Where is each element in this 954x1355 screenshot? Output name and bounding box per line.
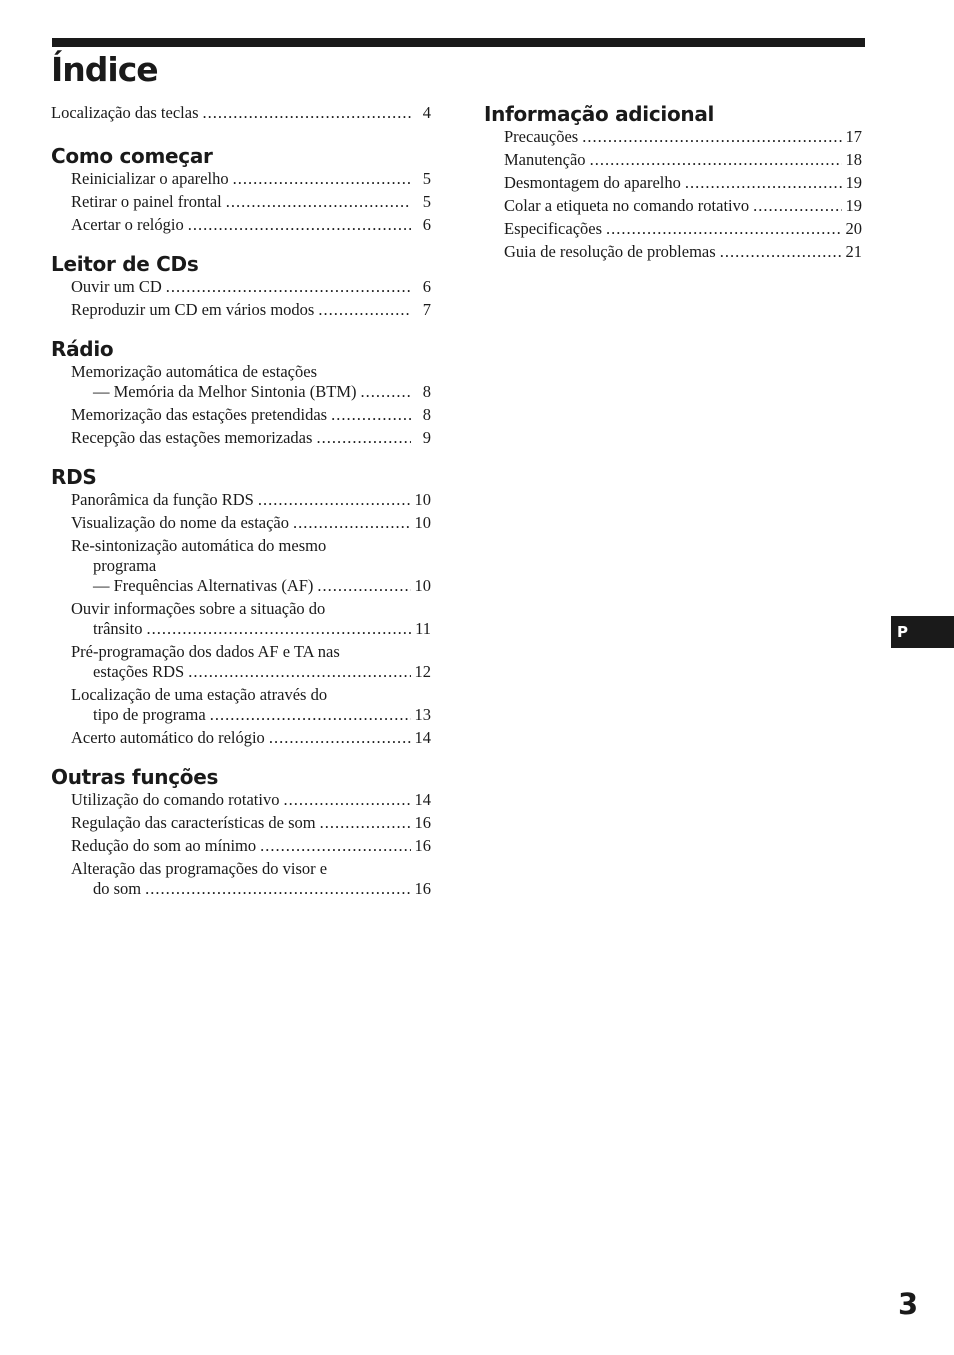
dot-leader — [320, 813, 411, 833]
page-number: 3 — [898, 1287, 919, 1321]
toc-entry-text: — Frequências Alternativas (AF) — [93, 576, 314, 595]
toc-entry-text: Memorização automática de estações — [71, 362, 318, 381]
section-heading: Leitor de CDs — [51, 252, 199, 276]
toc-entry[interactable] — [51, 215, 431, 235]
section-heading: Como começar — [51, 144, 213, 168]
toc-entry[interactable] — [484, 242, 862, 262]
toc-page-number: 9 — [422, 428, 431, 447]
dot-leader — [233, 169, 411, 189]
toc-right-column — [484, 101, 862, 278]
toc-page-number: 19 — [845, 196, 862, 215]
toc-entry-text: Redução do som ao mínimo — [71, 836, 257, 855]
dot-leader — [317, 576, 410, 596]
toc-entry[interactable] — [51, 813, 431, 833]
toc-entry-text: Precauções — [504, 127, 579, 146]
toc-entry[interactable] — [51, 169, 431, 189]
toc-entry-text: Utilização do comando rotativo — [71, 790, 280, 809]
toc-entry[interactable] — [484, 127, 862, 147]
dot-leader — [203, 103, 412, 123]
toc-entry[interactable] — [51, 428, 431, 448]
toc-entry-text: Re-sintonização automática do mesmo — [71, 536, 327, 555]
toc-page-number: 10 — [414, 513, 431, 532]
toc-left-column — [51, 103, 431, 915]
dot-leader — [226, 192, 411, 212]
toc-entry[interactable] — [51, 790, 431, 810]
dot-leader — [582, 127, 841, 147]
toc-entry-text: Reproduzir um CD em vários modos — [71, 300, 315, 319]
dot-leader — [685, 173, 842, 193]
section-heading: Outras funções — [51, 765, 219, 789]
dot-leader — [318, 300, 411, 320]
toc-page-number: 17 — [845, 127, 862, 146]
toc-left-sections — [51, 143, 431, 899]
toc-entry[interactable] — [51, 728, 431, 748]
toc-entry[interactable] — [51, 405, 431, 425]
toc-entry[interactable] — [51, 490, 431, 510]
toc-page-number: 10 — [414, 576, 431, 595]
toc-entry[interactable] — [51, 513, 431, 533]
toc-page-number: 16 — [414, 813, 431, 832]
toc-entry[interactable] — [51, 599, 431, 639]
toc-section — [51, 336, 431, 448]
toc-entry-text: Panorâmica da função RDS — [71, 490, 254, 509]
toc-entry-text: estações RDS — [93, 662, 185, 681]
section-heading: Informação adicional — [484, 102, 715, 126]
toc-page-number: 8 — [422, 382, 431, 401]
dot-leader — [188, 215, 411, 235]
toc-entry[interactable] — [484, 150, 862, 170]
toc-entry[interactable] — [484, 173, 862, 193]
page-title: Índice — [51, 50, 158, 89]
toc-entry[interactable] — [484, 219, 862, 239]
dot-leader — [210, 705, 411, 725]
toc-entry-text: Ouvir informações sobre a situação do — [71, 599, 326, 618]
toc-page-number: 13 — [414, 705, 431, 724]
dot-leader — [590, 150, 842, 170]
dot-leader — [316, 428, 411, 448]
toc-page-number: 21 — [845, 242, 862, 261]
dot-leader — [145, 879, 410, 899]
toc-entry-text: Alteração das programações do visor e — [71, 859, 328, 878]
toc-entry-text: Especificações — [504, 219, 603, 238]
dot-leader — [606, 219, 841, 239]
dot-leader — [283, 790, 410, 810]
toc-entry-text: Manutenção — [504, 150, 586, 169]
toc-page-number: 6 — [422, 277, 431, 296]
dot-leader — [147, 619, 412, 639]
toc-page-number: 18 — [845, 150, 862, 169]
toc-entry[interactable] — [51, 300, 431, 320]
toc-entry[interactable] — [51, 192, 431, 212]
toc-entry[interactable] — [51, 277, 431, 297]
section-heading: RDS — [51, 465, 97, 489]
dot-leader — [361, 382, 411, 402]
dot-leader — [260, 836, 410, 856]
toc-page-number: 4 — [422, 103, 431, 122]
toc-entry-text: Ouvir um CD — [71, 277, 162, 296]
toc-entry-text: programa — [93, 556, 157, 575]
toc-entry-text: Reinicializar o aparelho — [71, 169, 229, 188]
toc-entry-text: Pré-programação dos dados AF e TA nas — [71, 642, 340, 661]
toc-section — [51, 251, 431, 320]
toc-page-number: 11 — [415, 619, 431, 638]
toc-intro — [51, 103, 431, 123]
toc-page-number: 7 — [422, 300, 431, 319]
toc-page-number: 14 — [414, 728, 431, 747]
toc-entry[interactable] — [51, 685, 431, 725]
toc-right-sections — [484, 101, 862, 262]
toc-entry[interactable] — [51, 859, 431, 899]
toc-page-number: 14 — [414, 790, 431, 809]
dot-leader — [293, 513, 411, 533]
top-rule — [52, 38, 865, 47]
toc-entry-text: Regulação das características de som — [71, 813, 316, 832]
toc-entry-text: Memorização das estações pretendidas — [71, 405, 328, 424]
toc-entry[interactable] — [51, 836, 431, 856]
toc-section — [51, 464, 431, 748]
toc-section — [51, 764, 431, 899]
toc-page-number: 5 — [422, 169, 431, 188]
dot-leader — [753, 196, 841, 216]
toc-page-number: 12 — [414, 662, 431, 681]
toc-entry-text: Acerto automático do relógio — [71, 728, 265, 747]
toc-entry-text: Colar a etiqueta no comando rotativo — [504, 196, 750, 215]
toc-entry[interactable] — [51, 536, 431, 596]
toc-entry-text: trânsito — [93, 619, 143, 638]
toc-page-number: 16 — [414, 836, 431, 855]
toc-entry-text: Visualização do nome da estação — [71, 513, 289, 532]
dot-leader — [720, 242, 842, 262]
language-tab-marker: P — [891, 616, 954, 648]
toc-entry[interactable] — [484, 196, 862, 216]
toc-entry-text: do som — [93, 879, 142, 898]
section-heading: Rádio — [51, 337, 114, 361]
toc-entry[interactable] — [51, 103, 431, 123]
toc-entry-text: Recepção das estações memorizadas — [71, 428, 313, 447]
toc-entry-text: Localização das teclas — [51, 103, 199, 122]
toc-page-number: 19 — [845, 173, 862, 192]
toc-entry-text: Retirar o painel frontal — [71, 192, 222, 211]
dot-leader — [331, 405, 411, 425]
dot-leader — [258, 490, 411, 510]
toc-entry-text: Acertar o relógio — [71, 215, 184, 234]
toc-section — [484, 101, 862, 262]
toc-entry-text: tipo de programa — [93, 705, 206, 724]
toc-entry[interactable] — [51, 642, 431, 682]
toc-page-number: 20 — [845, 219, 862, 238]
toc-entry-text: Localização de uma estação através do — [71, 685, 328, 704]
toc-entry-text: Guia de resolução de problemas — [504, 242, 716, 261]
dot-leader — [166, 277, 411, 297]
dot-leader — [188, 662, 410, 682]
toc-section — [51, 143, 431, 235]
toc-entry-text: — Memória da Melhor Sintonia (BTM) — [93, 382, 357, 401]
toc-entry[interactable] — [51, 362, 431, 402]
dot-leader — [269, 728, 411, 748]
toc-page-number: 10 — [414, 490, 431, 509]
toc-page-number: 6 — [422, 215, 431, 234]
toc-page-number: 8 — [422, 405, 431, 424]
toc-entry-text: Desmontagem do aparelho — [504, 173, 681, 192]
toc-page-number: 5 — [422, 192, 431, 211]
toc-page-number: 16 — [414, 879, 431, 898]
